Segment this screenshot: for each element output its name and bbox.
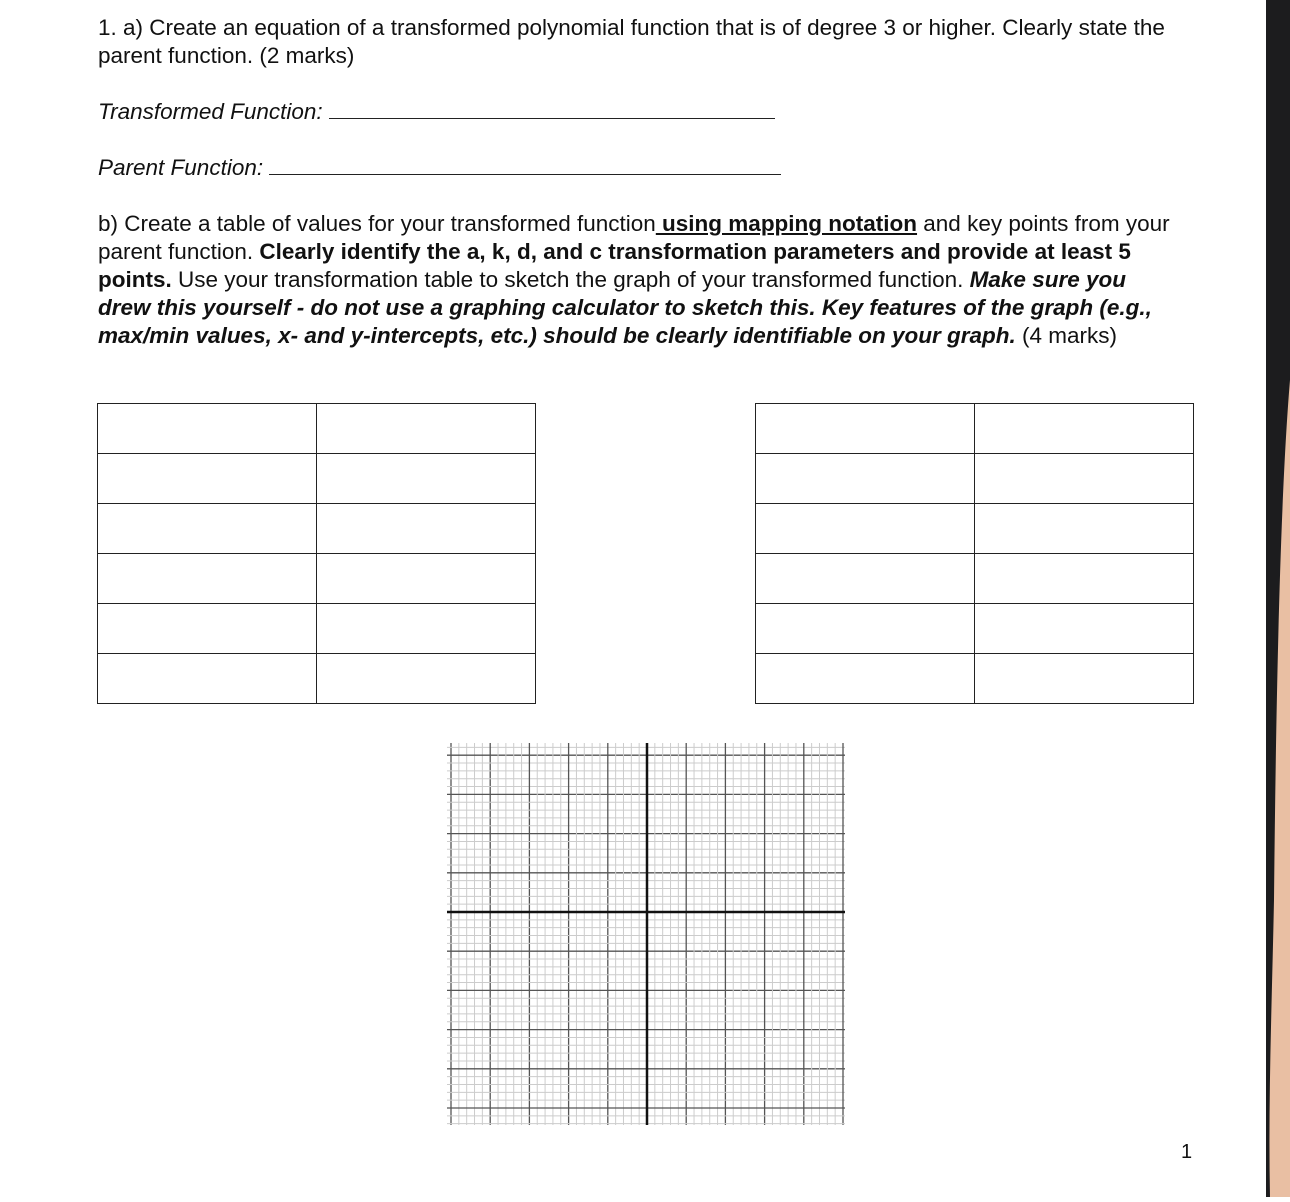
qb-part1: b) Create a table of values for your transformed function xyxy=(98,211,656,236)
table-cell[interactable] xyxy=(317,504,536,554)
table-cell[interactable] xyxy=(98,504,317,554)
graph-grid[interactable] xyxy=(440,738,850,1130)
screen-edge xyxy=(1266,0,1290,1197)
page-number: 1 xyxy=(1181,1141,1193,1163)
table-cell[interactable] xyxy=(756,554,975,604)
table-cell[interactable] xyxy=(756,604,975,654)
transformed-function-label: Transformed Function: xyxy=(98,99,323,124)
table-row xyxy=(98,404,536,454)
table-of-values-parent xyxy=(97,403,536,704)
table-row xyxy=(756,454,1194,504)
table-row xyxy=(756,554,1194,604)
transformed-function-blank[interactable] xyxy=(329,98,775,119)
table-cell[interactable] xyxy=(98,454,317,504)
qb-part2: and key points from your parent function. xyxy=(98,211,1170,264)
table-row xyxy=(756,604,1194,654)
table-row xyxy=(98,604,536,654)
table-cell[interactable] xyxy=(975,654,1194,704)
table-cell[interactable] xyxy=(756,454,975,504)
question-b-text xyxy=(98,210,1178,350)
table-cell[interactable] xyxy=(317,554,536,604)
table-cell[interactable] xyxy=(756,504,975,554)
table-row xyxy=(98,454,536,504)
table-cell[interactable] xyxy=(317,404,536,454)
table-cell[interactable] xyxy=(756,654,975,704)
table-cell[interactable] xyxy=(98,604,317,654)
table-of-values-transformed xyxy=(755,403,1194,704)
table-row xyxy=(756,504,1194,554)
table-cell[interactable] xyxy=(317,604,536,654)
parent-function-row xyxy=(98,154,1178,182)
table-cell[interactable] xyxy=(98,654,317,704)
table-cell[interactable] xyxy=(98,404,317,454)
qb-part3: Use your transformation table to sketch the graph of your transformed function. xyxy=(171,267,970,292)
qb-part4: (4 marks) xyxy=(1015,323,1117,348)
table-row xyxy=(756,404,1194,454)
table-row xyxy=(98,654,536,704)
table-row xyxy=(98,554,536,604)
table-cell[interactable] xyxy=(756,404,975,454)
qb-bold-italic: Make sure you drew this yourself - do not use a graphing calculator to sketch this. Key features of the graph (e.g., max/min values, x- and y-intercepts, etc.) should be clearly identifiable on your graph. xyxy=(98,267,1152,348)
table-cell[interactable] xyxy=(975,554,1194,604)
parent-function-blank[interactable] xyxy=(269,154,781,175)
parent-function-label: Parent Function: xyxy=(98,155,264,180)
table-cell[interactable] xyxy=(317,454,536,504)
finger-shape xyxy=(1269,380,1290,1197)
qb-bold: Clearly identify the a, k, d, and c transformation parameters and provide at least 5 points. xyxy=(98,239,1131,292)
table-cell[interactable] xyxy=(317,654,536,704)
qb-underlined: using mapping notation xyxy=(655,211,918,236)
transformed-function-row xyxy=(98,98,1178,126)
table-cell[interactable] xyxy=(975,404,1194,454)
table-cell[interactable] xyxy=(975,604,1194,654)
table-cell[interactable] xyxy=(975,454,1194,504)
table-cell[interactable] xyxy=(98,554,317,604)
question-a-text: 1. a) Create an equation of a transformed polynomial function that is of degree 3 or higher. Clearly state the parent function. (2 marks) xyxy=(98,15,1165,68)
table-row xyxy=(756,654,1194,704)
table-cell[interactable] xyxy=(975,504,1194,554)
table-row xyxy=(98,504,536,554)
